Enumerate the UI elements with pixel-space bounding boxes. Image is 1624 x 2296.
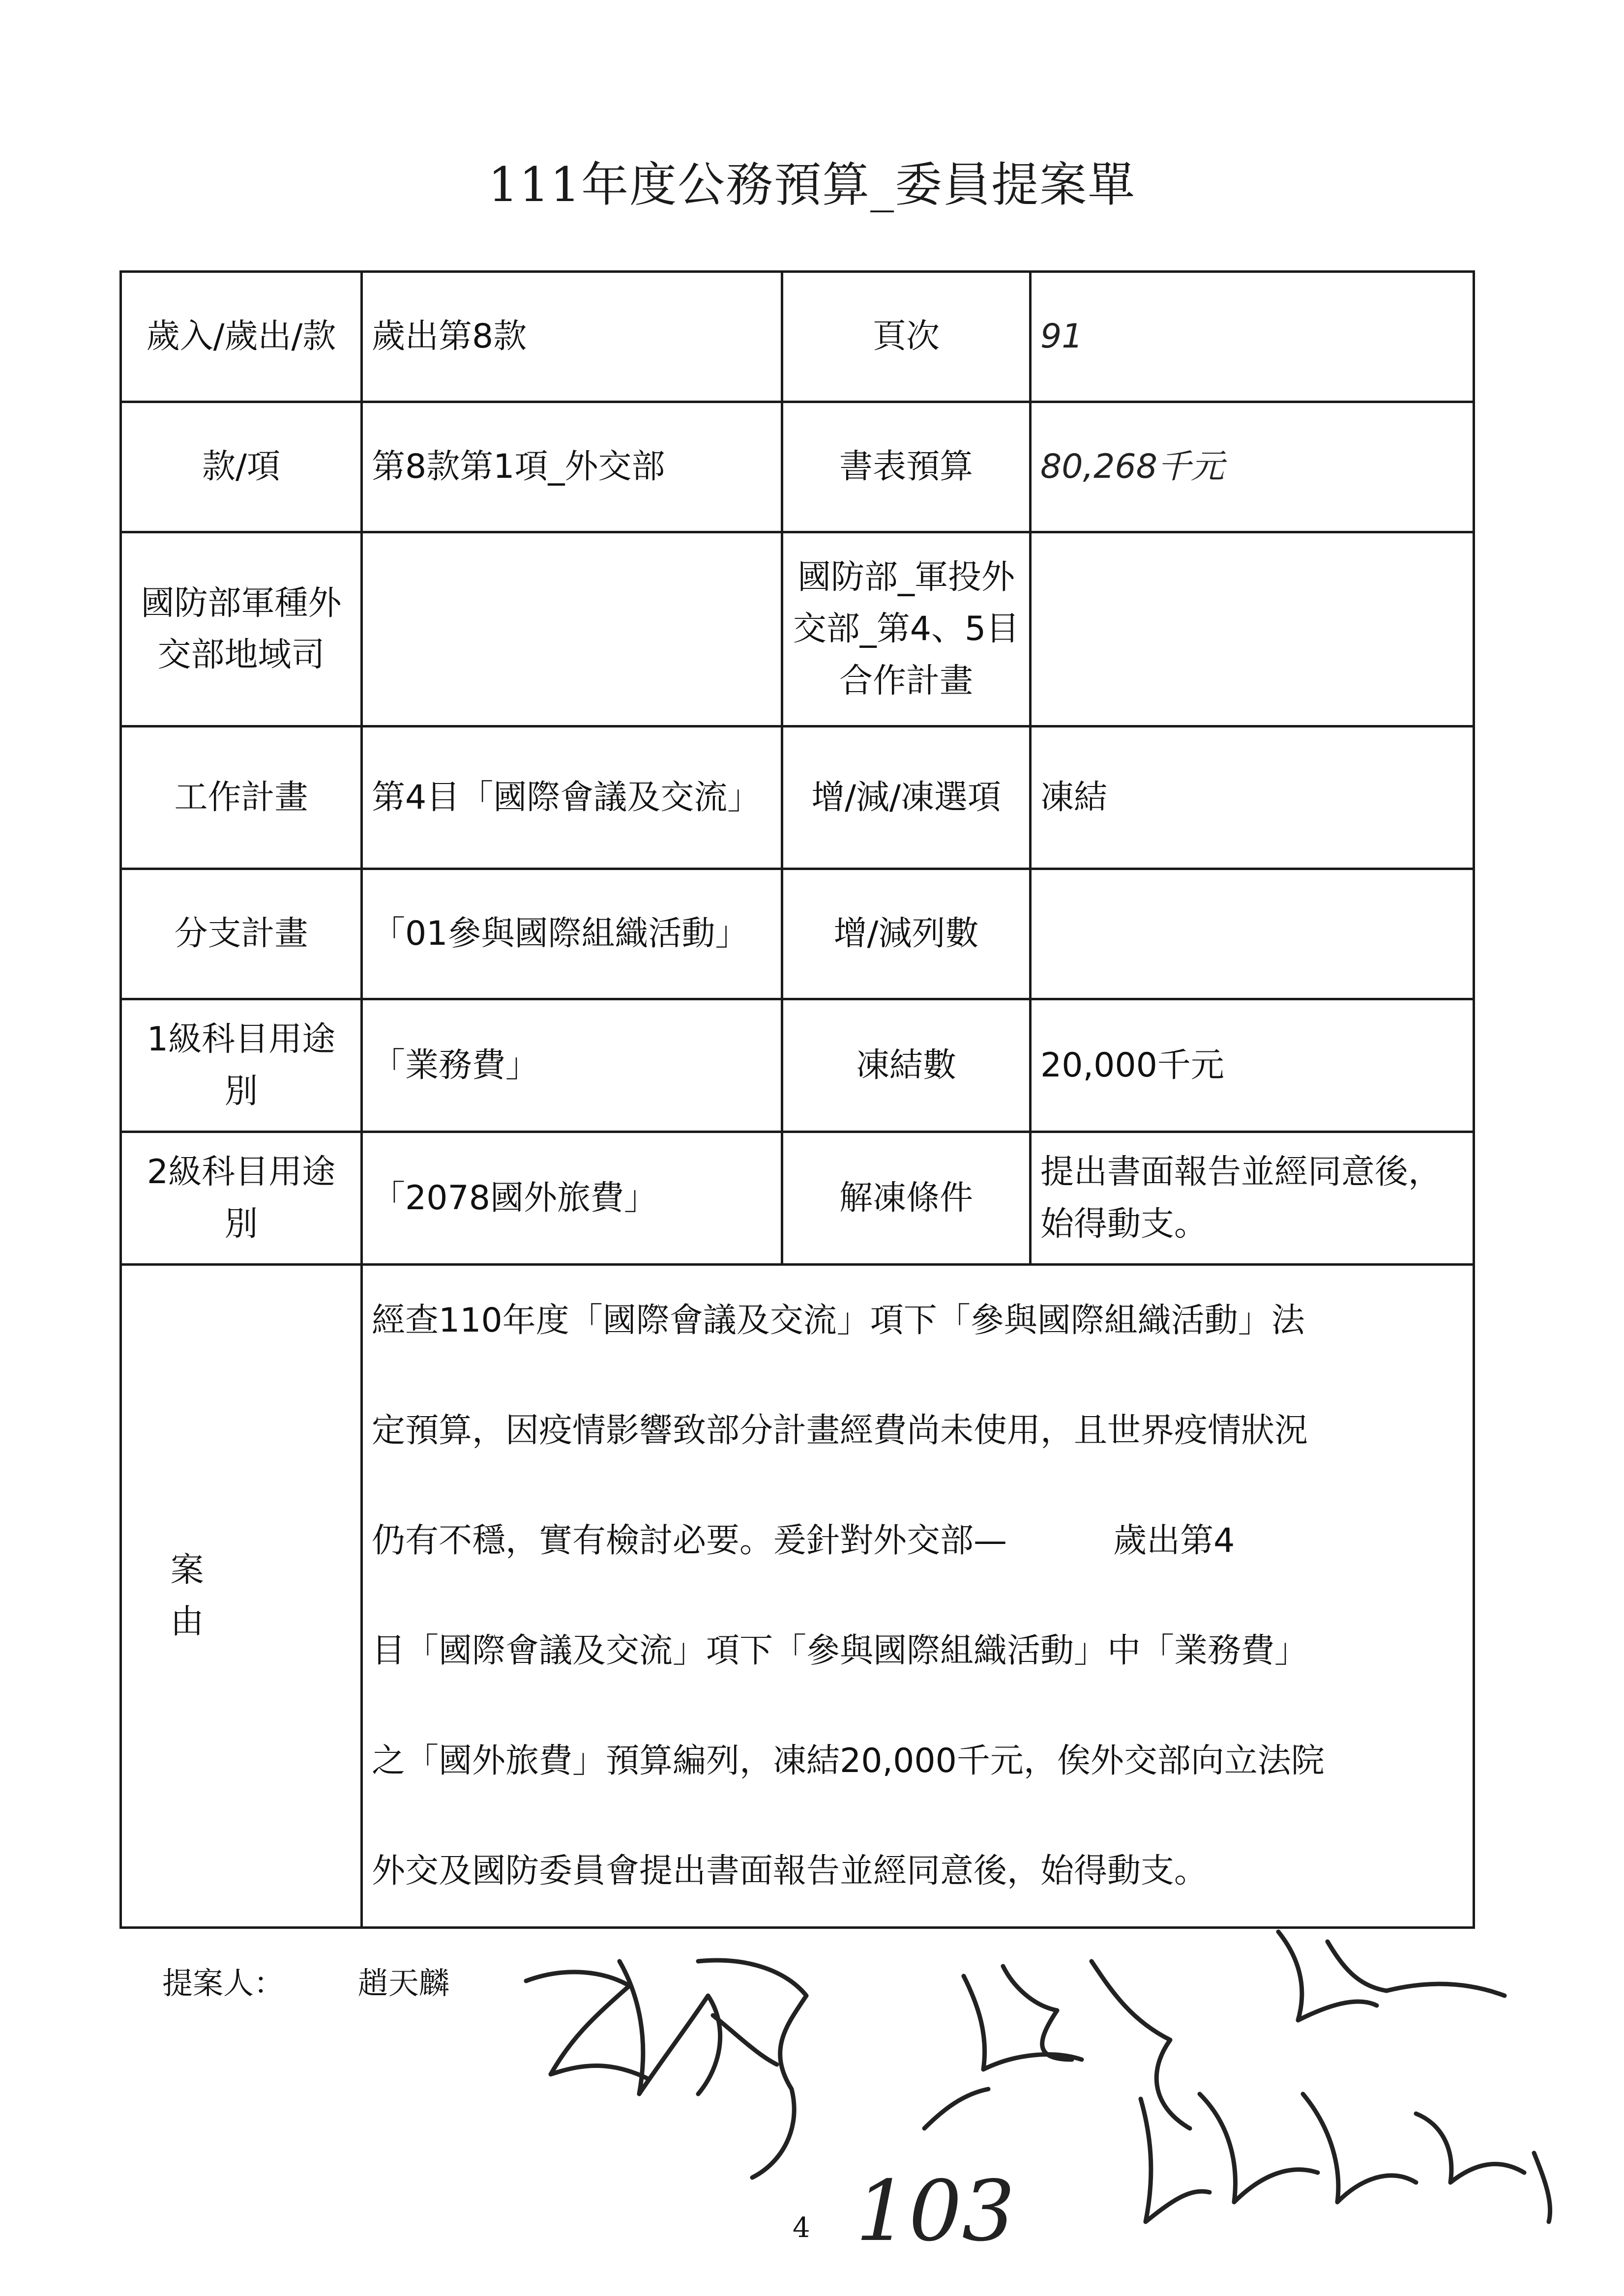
label-department: 國防部軍種外交部地域司 <box>121 532 362 727</box>
value-category: 歲出第8款 <box>362 272 782 402</box>
value-item: 第8款第1項_外交部 <box>362 402 782 532</box>
row-work-plan <box>121 727 1474 869</box>
signature-stroke <box>526 1972 649 2079</box>
signature-stroke <box>964 1976 1082 2069</box>
label-work-plan: 工作計畫 <box>121 727 362 869</box>
signature-stroke <box>1278 1932 1377 2020</box>
value-page-handwritten: 91 <box>1031 272 1474 402</box>
reason-line: 之「國外旅費」預算編列，凍結20,000千元，俟外交部向立法院 <box>372 1742 1325 1781</box>
reason-line: 經查110年度「國際會議及交流」項下「參與國際組織活動」法 <box>372 1301 1305 1340</box>
label-unfreeze-condition: 解凍條件 <box>782 1132 1031 1265</box>
signature-stroke <box>1003 1966 1072 2060</box>
reason-line: 外交及國防委員會提出書面報告並經同意後，始得動支。 <box>372 1852 1208 1891</box>
value-adjust-amount <box>1031 869 1474 999</box>
page-number: 4 <box>793 2212 810 2244</box>
signature-stroke <box>713 2015 777 2064</box>
signature-stroke <box>1416 2114 1524 2182</box>
label-page: 頁次 <box>782 272 1031 402</box>
proposer <box>162 1959 449 2003</box>
label-branch-plan: 分支計畫 <box>121 869 362 999</box>
signature-stroke <box>1303 2094 1416 2202</box>
value-work-plan: 第4目「國際會議及交流」 <box>362 727 782 869</box>
value-level1-subject: 「業務費」 <box>362 999 782 1132</box>
value-branch-plan: 「01參與國際組織活動」 <box>362 869 782 999</box>
row-level1-subject <box>121 999 1474 1132</box>
signature-stroke <box>620 1961 720 2094</box>
signature-stroke <box>1534 2153 1550 2222</box>
label-joint-plan: 國防部_軍投外交部_第4、5目合作計畫 <box>782 532 1031 727</box>
proposal-form-table <box>119 270 1475 1929</box>
label-level2-subject: 2級科目用途別 <box>121 1132 362 1265</box>
value-frozen-amount: 20,000千元 <box>1031 999 1474 1132</box>
label-budget: 書表預算 <box>782 402 1031 532</box>
signature-stroke <box>1200 2094 1318 2202</box>
label-frozen-amount: 凍結數 <box>782 999 1031 1132</box>
signature-stroke <box>1141 2099 1210 2222</box>
label-level1-subject: 1級科目用途別 <box>121 999 362 1132</box>
label-reason: 案由 <box>121 1265 362 1928</box>
value-adjust-option: 凍結 <box>1031 727 1474 869</box>
label-adjust-option: 增/減/凍選項 <box>782 727 1031 869</box>
value-department <box>362 532 782 727</box>
label-category: 歲入/歲出/款 <box>121 272 362 402</box>
signature-stroke <box>1092 1961 1190 2128</box>
label-adjust-amount: 增/減列數 <box>782 869 1031 999</box>
signature-stroke <box>698 1960 806 2178</box>
label-item: 款/項 <box>121 402 362 532</box>
value-budget-handwritten: 80,268千元 <box>1031 402 1474 532</box>
row-level2-subject <box>121 1132 1474 1265</box>
form-title: 111年度公務預算_委員提案單 <box>488 157 1136 212</box>
proposer-label: 提案人： <box>162 1965 285 2001</box>
row-branch-plan <box>121 869 1474 999</box>
proposer-name: 趙天麟 <box>357 1965 449 2001</box>
signature-stroke <box>924 2089 988 2128</box>
row-category <box>121 272 1474 402</box>
row-reason <box>121 1265 1474 1928</box>
reason-line: 仍有不穩，實有檢討必要。爰針對外交部— 歲出第4 <box>372 1521 1235 1561</box>
row-item <box>121 402 1474 532</box>
reason-line: 定預算，因疫情影響致部分計畫經費尚未使用，且世界疫情狀況 <box>372 1411 1308 1451</box>
value-level2-subject: 「2078國外旅費」 <box>362 1132 782 1265</box>
row-department <box>121 532 1474 727</box>
reason-line: 目「國際會議及交流」項下「參與國際組織活動」中「業務費」 <box>372 1631 1308 1671</box>
value-unfreeze-condition: 提出書面報告並經同意後，始得動支。 <box>1031 1132 1474 1265</box>
signature-stroke <box>1328 1942 1505 1996</box>
reason-body <box>362 1265 1474 1928</box>
handwritten-page-number: 103 <box>856 2163 1015 2260</box>
value-joint-plan <box>1031 532 1474 727</box>
